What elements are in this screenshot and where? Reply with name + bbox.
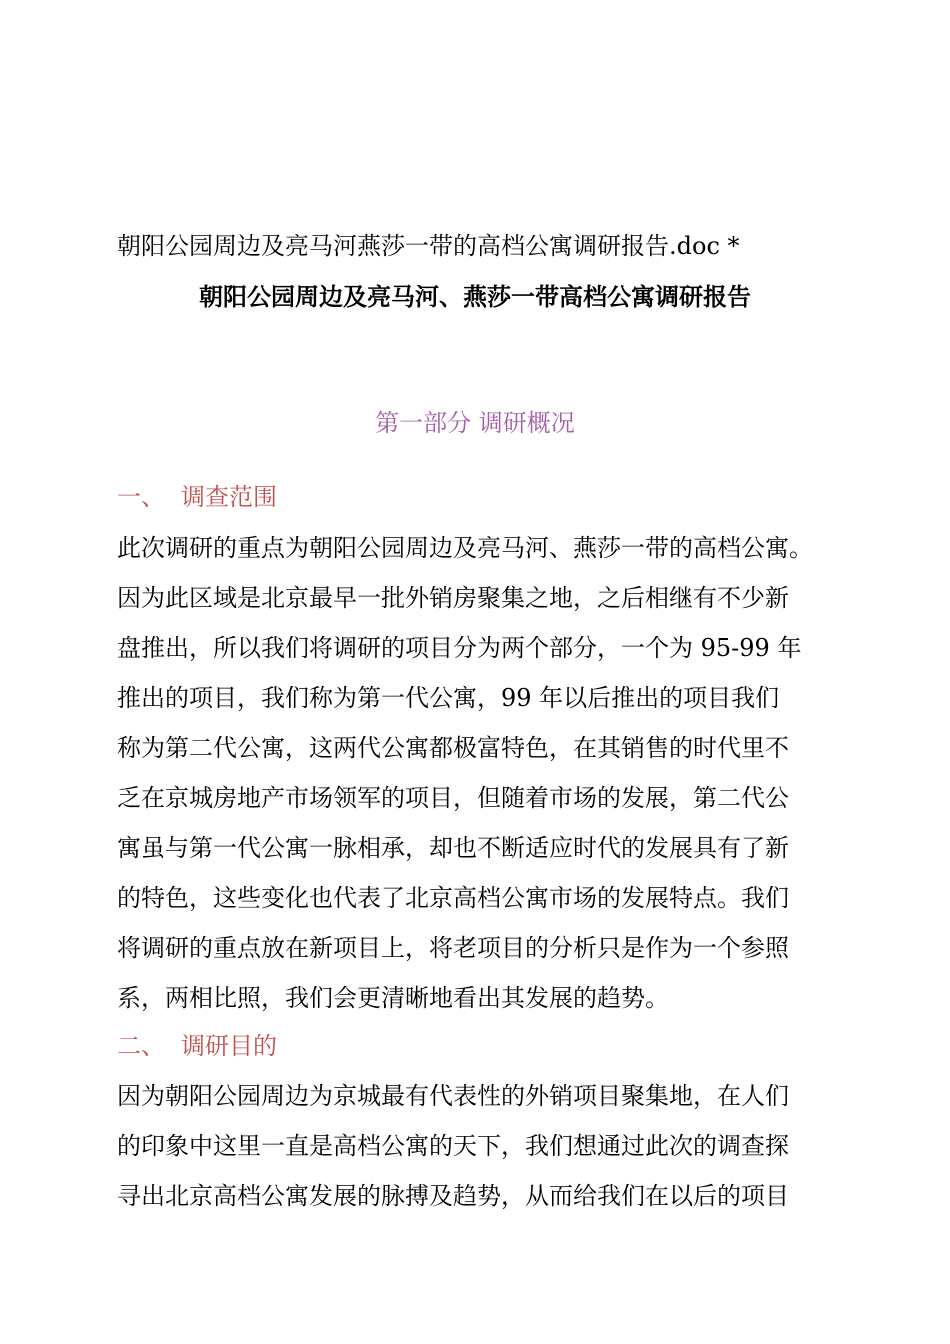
paragraph-line: 乏在京城房地产市场领军的项目，但随着市场的发展，第二代公 xyxy=(117,784,789,812)
paragraph-line: 因为此区域是北京最早一批外销房聚集之地，之后相继有不少新 xyxy=(117,584,789,612)
paragraph-line: 推出的项目，我们称为第一代公寓，99 年以后推出的项目我们 xyxy=(117,684,780,712)
section-heading-scope xyxy=(117,479,277,515)
section-title: 调研目的 xyxy=(181,1032,277,1060)
section-number: 一、 xyxy=(117,483,165,511)
paragraph-line: 寓虽与第一代公寓一脉相承，却也不断适应时代的发展具有了新 xyxy=(117,834,789,862)
file-title: 朝阳公园周边及亮马河燕莎一带的高档公寓调研报告.doc * xyxy=(117,232,740,260)
section-paragraph-purpose xyxy=(117,1078,857,1228)
paragraph-line: 盘推出，所以我们将调研的项目分为两个部分，一个为 95-99 年 xyxy=(117,634,802,662)
paragraph-line: 此次调研的重点为朝阳公园周边及亮马河、燕莎一带的高档公寓。 xyxy=(117,534,813,562)
section-heading-purpose xyxy=(117,1028,277,1064)
paragraph-line: 的印象中这里一直是高档公寓的天下，我们想通过此次的调查探 xyxy=(117,1132,789,1160)
part-heading: 第一部分 调研概况 xyxy=(375,409,575,437)
document-title: 朝阳公园周边及亮马河、燕莎一带高档公寓调研报告 xyxy=(199,282,751,311)
paragraph-line: 因为朝阳公园周边为京城最有代表性的外销项目聚集地，在人们 xyxy=(117,1082,789,1110)
section-paragraph-scope xyxy=(117,530,857,1030)
paragraph-line: 寻出北京高档公寓发展的脉搏及趋势，从而给我们在以后的项目 xyxy=(117,1182,789,1210)
section-title: 调查范围 xyxy=(181,483,277,511)
paragraph-line: 称为第二代公寓，这两代公寓都极富特色，在其销售的时代里不 xyxy=(117,734,789,762)
paragraph-line: 系，两相比照，我们会更清晰地看出其发展的趋势。 xyxy=(117,984,669,1012)
paragraph-line: 的特色，这些变化也代表了北京高档公寓市场的发展特点。我们 xyxy=(117,884,789,912)
section-number: 二、 xyxy=(117,1032,165,1060)
paragraph-line: 将调研的重点放在新项目上，将老项目的分析只是作为一个参照 xyxy=(117,934,789,962)
